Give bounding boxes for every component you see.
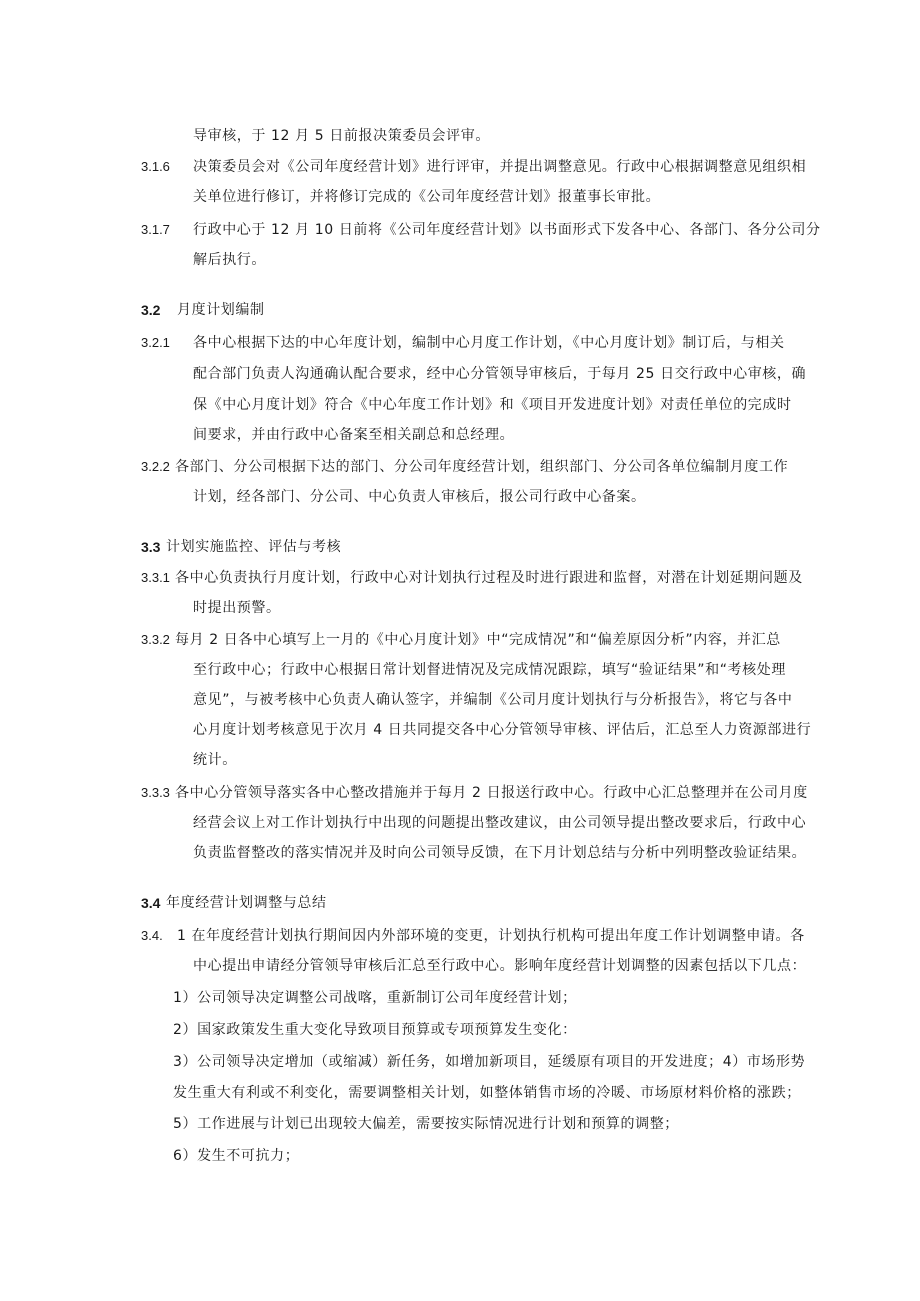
clause-number: 3.3.1 <box>141 570 170 585</box>
clause-number: 3.2.1 <box>141 335 170 350</box>
paragraph-line: 行政中心于 12 月 10 日前将《公司年度经营计划》以书面形式下发各中心、各部门、各分公司分 <box>193 222 821 238</box>
list-item: 5）工作进展与计划已出现较大偏差，需要按实际情况进行计划和预算的调整； <box>173 1116 679 1132</box>
clause-number: 3.2.2 <box>141 459 170 474</box>
paragraph-line: 间要求，并由行政中心备案至相关副总和总经理。 <box>193 427 515 443</box>
paragraph-line: 中心提出申请经分管领导审核后汇总至行政中心。影响年度经营计划调整的因素包括以下几点： <box>193 958 807 974</box>
list-item: 3）公司领导决定增加（或缩减）新任务，如增加新项目，延缓原有项目的开发进度；4）市场形势 <box>173 1054 806 1070</box>
paragraph-line: 各中心根据下达的中心年度计划，编制中心月度工作计划，《中心月度计划》制订后，与相关 <box>193 335 785 351</box>
section-title: 月度计划编制 <box>177 302 265 318</box>
clause-number: 3.1.7 <box>141 222 170 237</box>
paragraph-line: 心月度计划考核意见于次月 4 日共同提交各中心分管领导审核、评估后，汇总至人力资源部进行 <box>193 722 812 738</box>
paragraph-line: 1 在年度经营计划执行期间因内外部环境的变更，计划执行机构可提出年度工作计划调整申请。各 <box>177 928 805 944</box>
paragraph-line: 各部门、分公司根据下达的部门、分公司年度经营计划，组织部门、分公司各单位编制月度工作 <box>175 459 789 475</box>
section-number: 3.2 <box>141 302 161 318</box>
paragraph-line: 保《中心月度计划》符合《中心年度工作计划》和《项目开发进度计划》对责任单位的完成时 <box>193 397 792 413</box>
paragraph-line: 关单位进行修订，并将修订完成的《公司年度经营计划》报董事长审批。 <box>193 189 661 205</box>
paragraph-line: 计划，经各部门、分公司、中心负责人审核后，报公司行政中心备案。 <box>193 489 646 505</box>
clause-number: 3.3.3 <box>141 785 170 800</box>
paragraph-line: 配合部门负责人沟通确认配合要求，经中心分管领导审核后，于每月 25 日交行政中心审核，确 <box>193 366 807 382</box>
list-item: 6）发生不可抗力； <box>173 1148 300 1164</box>
list-item: 发生重大有利或不利变化，需要调整相关计划，如整体销售市场的冷暖、市场原材料价格的涨跌； <box>173 1085 801 1101</box>
paragraph-line: 负责监督整改的落实情况并及时向公司领导反馈，在下月计划总结与分析中列明整改验证结果。 <box>193 845 807 861</box>
section-number: 3.3 <box>141 539 161 555</box>
paragraph-line: 经营会议上对工作计划执行中出现的问题提出整改建议，由公司领导提出整改要求后，行政中心 <box>193 815 807 831</box>
list-item: 2）国家政策发生重大变化导致项目预算或专项预算发生变化： <box>173 1022 577 1038</box>
section-number: 3.4 <box>141 895 161 911</box>
paragraph-line: 时提出预警。 <box>193 600 281 616</box>
clause-number: 3.4. <box>141 928 163 943</box>
clause-number: 3.1.6 <box>141 159 170 174</box>
paragraph-line: 决策委员会对《公司年度经营计划》进行评审，并提出调整意见。行政中心根据调整意见组织相 <box>193 159 807 175</box>
paragraph-line: 统计。 <box>193 752 237 768</box>
paragraph-line: 至行政中心；行政中心根据日常计划督进情况及完成情况跟踪，填写“验证结果”和“考核处理 <box>193 662 786 678</box>
section-title: 年度经营计划调整与总结 <box>166 895 327 911</box>
paragraph-line: 导审核，于 12 月 5 日前报决策委员会评审。 <box>193 128 490 144</box>
paragraph-line: 意见”，与被考核中心负责人确认签字，并编制《公司月度计划执行与分析报告》，将它与各中 <box>193 692 793 708</box>
paragraph-line: 解后执行。 <box>193 252 266 268</box>
paragraph-line: 各中心分管领导落实各中心整改措施并于每月 2 日报送行政中心。行政中心汇总整理并在公司月度 <box>175 785 808 801</box>
clause-number: 3.3.2 <box>141 632 170 647</box>
paragraph-line: 各中心负责执行月度计划，行政中心对计划执行过程及时进行跟进和监督，对潜在计划延期问题及 <box>175 570 803 586</box>
paragraph-line: 每月 2 日各中心填写上一月的《中心月度计划》中“完成情况”和“偏差原因分析”内容，并汇总 <box>175 632 781 648</box>
section-title: 计划实施监控、评估与考核 <box>166 539 342 555</box>
list-item: 1）公司领导决定调整公司战喀，重新制订公司年度经营计划； <box>173 990 577 1006</box>
